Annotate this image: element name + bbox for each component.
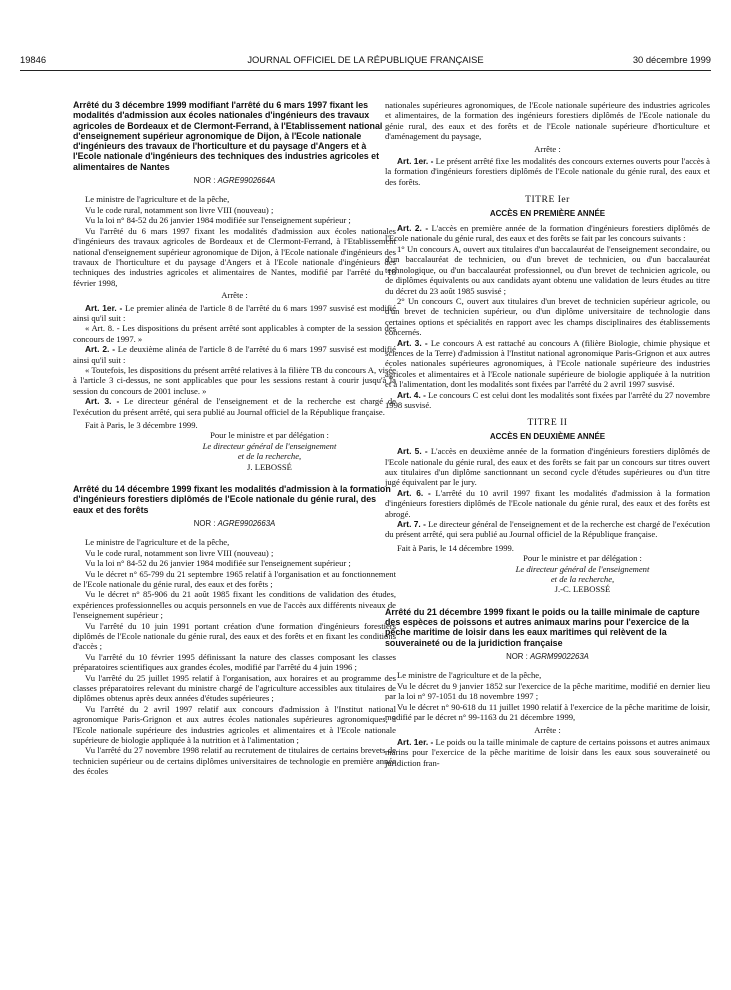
decree2-vu1: Vu le code rural, notamment son livre VIII (nouveau) ;: [85, 547, 274, 558]
decree1-sig2: Le directeur général de l'enseignement: [202, 440, 337, 451]
decree1-title: Arrêté du 3 décembre 1999 modifiant l'arrêté du 6 mars 1997 fixant les modalités d'admission aux écoles nationales d'ingénieurs des travaux agricoles de Bordeaux et de Clermont-Ferrand, à l'Etablissement national d'enseignement supérieur agronomique de Dijon, à l'Ecole nationale d'ingénieurs des travaux de l'horticulture et du paysage d'Angers et à l'Ecole nationale d'ingénieurs des techniques des industries agricoles et alimentaires de Nantes: [73, 100, 383, 172]
decree3-art1: Art. 1er. - Le poids ou la taille minimale de capture de certains poissons et autres animaux marins pour l'exercice de la pêche maritime de loisir dans les eaux sous souveraineté ou juridiction fran-: [385, 736, 710, 768]
decree3-arrete: Arrête :: [534, 724, 561, 735]
column-right: [385, 100, 710, 768]
decree1-arrete: Arrête :: [221, 290, 248, 301]
decree2-sig1: Pour le ministre et par délégation :: [523, 553, 642, 564]
decree1-vu3: Vu l'arrêté du 6 mars 1997 fixant les modalités d'admission aux écoles nationales d'ingénieurs des travaux agricoles de Bordeaux et de Clermont-Ferrand, à l'Etablissement national d'enseignement supérieur agronomique de Dijon, à l'Ecole nationale d'ingénieurs des travaux de l'horticulture et du paysage d'Angers et à l'Ecole nationale d'ingénieurs des techniques des industries agricoles et alimentaires de Nantes, modifié par l'arrêté du 18 février 1998,: [73, 225, 396, 288]
page-header: [20, 54, 711, 68]
decree2-art4: Art. 4. - Le concours C est celui dont les modalités sont fixées par l'arrêté du 27 novembre 1998 susvisé.: [385, 389, 710, 410]
decree1-art2-quote: « Toutefois, les dispositions du présent arrêté relatives à la filière TB du concours A, visée à l'article 3 ci-dessus, ne sont applicables que pour les sessions restant à courir jusqu'à la session du concours de 2001 incluse. »: [73, 364, 396, 396]
decree2-vu8: Vu l'arrêté du 2 avril 1997 relatif aux concours d'admission à l'Institut national agronomique Paris-Grignon et aux autres écoles nationales supérieures agronomiques, à l'Ecole nationale supérieure des industries agricoles et alimentaires et à l'Ecole nationale supérieure de biologie appliquée à la nutrition et à l'alimentation ;: [73, 703, 396, 746]
header-rule: [20, 70, 711, 71]
decree2-continuation: nationales supérieures agronomiques, de l'Ecole nationale supérieure des industries agricoles et alimentaires, de la formation des ingénieurs forestiers diplômés de l'Ecole nationale du génie rural, des eaux et des forêts et de l'Ecole nationale supérieure d'horticulture et d'aménagement du paysage,: [385, 100, 710, 142]
issue-date: 30 décembre 1999: [632, 54, 711, 65]
decree2-title: Arrêté du 14 décembre 1999 fixant les modalités d'admission à la formation d'ingénieurs forestiers diplômés de l'Ecole nationale du génie rural, des eaux et des forêts: [73, 484, 391, 515]
decree1-art1: Art. 1er. - Le premier alinéa de l'article 8 de l'arrêté du 6 mars 1997 susvisé est modifié ainsi qu'il suit :: [73, 302, 396, 323]
decree2-sig4: J.-C. LEBOSSÉ: [554, 584, 611, 595]
decree2-sig3: et de la recherche,: [550, 574, 615, 585]
decree2-vu9: Vu l'arrêté du 27 novembre 1998 relatif au recrutement de titulaires de certains brevets de technicien supérieur ou de certains diplômes universitaires de technologie en première année des écoles: [73, 745, 396, 777]
decree2-fait: Fait à Paris, le 14 décembre 1999.: [397, 542, 514, 553]
decree3-nor: NOR : AGRM9902263A: [506, 652, 589, 662]
decree2-sub2: ACCÈS EN DEUXIÈME ANNÉE: [489, 431, 606, 441]
decree3-vu1: Vu le décret du 9 janvier 1852 sur l'exercice de la pêche maritime, modifié en dernier lieu par la loi n° 97-1051 du 18 novembre 1997 ;: [385, 680, 710, 702]
decree2-titre1: TITRE Ier: [525, 194, 570, 206]
decree1-intro: Le ministre de l'agriculture et de la pêche,: [85, 194, 230, 205]
decree2-sig2: Le directeur général de l'enseignement: [515, 563, 650, 574]
decree2-arrete: Arrête :: [534, 143, 561, 154]
decree2-titre2: TITRE II: [527, 417, 568, 429]
decree2-item2: 2° Un concours C, ouvert aux titulaires d'un brevet de technicien supérieur agricole, ou d'un brevet de technicien supérieur, ou d'un diplôme universitaire de technologie dans certaines options et spécialités en rapport avec les champs disciplinaires des établissements concernés.: [385, 295, 710, 338]
decree1-sig1: Pour le ministre et par délégation :: [210, 430, 329, 441]
decree1-vu1: Vu le code rural, notamment son livre VIII (nouveau) ;: [85, 204, 274, 215]
decree2-item1: 1° Un concours A, ouvert aux titulaires d'un baccalauréat de l'enseignement secondaire, ou d'un baccalauréat de technicien, ou d'un brevet de technicien, ou d'un baccalauréat technologique, ou d'un baccalauréat professionnel, ou d'un brevet de technicien agricole, ou de diplômes équivalents ou aux candidats ayant obtenu une validation de leurs études au titre du décret du 23 août 1985 susvisé ;: [385, 243, 710, 296]
decree2-vu6: Vu l'arrêté du 10 février 1995 définissant la nature des classes composant les classes préparatoires scientifiques aux grandes écoles, modifié par l'arrêté du 4 juin 1996 ;: [73, 651, 396, 673]
decree2-art6: Art. 6. - L'arrêté du 10 avril 1997 fixant les modalités d'admission à la formation d'ingénieurs forestiers diplômés de l'Ecole nationale du génie rural, des eaux et des forêts est abrogé.: [385, 487, 710, 519]
decree2-art2: Art. 2. - L'accès en première année de la formation d'ingénieurs forestiers diplômés de l'Ecole nationale du génie rural, des eaux et des forêts se fait par les concours suivants :: [385, 223, 710, 244]
decree2-art7: Art. 7. - Le directeur général de l'enseignement et de la recherche est chargé de l'exécution du présent arrêté, qui sera publié au Journal officiel de la République française.: [385, 519, 711, 540]
decree3-title: Arrêté du 21 décembre 1999 fixant le poids ou la taille minimale de capture des espèces de poissons et autres animaux marins pour l'exercice de la pêche maritime de loisir dans les eaux maritimes qui relèvent de la souveraineté ou de la juridiction française: [385, 606, 700, 648]
decree2-vu4: Vu le décret n° 85-906 du 21 août 1985 fixant les conditions de validation des études, expériences professionnelles ou acquis personnels en vue de l'accès aux différents niveaux de l'enseignement supérieur ;: [73, 589, 396, 621]
decree2-vu2: Vu la loi n° 84-52 du 26 janvier 1984 modifiée sur l'enseignement supérieur ;: [85, 558, 351, 569]
decree2-vu3: Vu le décret n° 65-799 du 21 septembre 1965 relatif à l'organisation et au fonctionnement de l'Ecole nationale du génie rural, des eaux et des forêts ;: [73, 568, 396, 589]
decree2-nor: NOR : AGRE9902663A: [193, 518, 276, 528]
decree1-art3: Art. 3. - Le directeur général de l'enseignement et de la recherche est chargé de l'exécution du présent arrêté, qui sera publié au Journal officiel de la République française.: [73, 396, 396, 417]
decree1-vu2: Vu la loi n° 84-52 du 26 janvier 1984 modifiée sur l'enseignement supérieur ;: [85, 215, 351, 226]
decree3-vu2: Vu le décret n° 90-618 du 11 juillet 1990 relatif à l'exercice de la pêche maritime de loisir, modifié par le décret n° 99-1163 du 21 décembre 1999,: [385, 701, 710, 723]
column-left: [73, 100, 396, 777]
decree2-art3: Art. 3. - Le concours A est rattaché au concours A (filière Biologie, chimie physique et sciences de la Terre) d'admission à l'Institut national agronomique Paris-Grignon et aux autres écoles nationales supérieures agronomiques, à l'Ecole nationale supérieure des industries agricoles et alimentaires et à l'Ecole nationale supérieure de biologie appliquée à la nutrition et à l'alimentation, dont les modalités sont fixées par l'arrêté du 2 avril 1997 susvisé.: [385, 337, 710, 390]
decree2-intro: Le ministre de l'agriculture et de la pêche,: [85, 537, 230, 548]
journal-title: JOURNAL OFFICIEL DE LA RÉPUBLIQUE FRANÇAISE: [247, 54, 484, 65]
decree2-sub1: ACCÈS EN PREMIÈRE ANNÉE: [489, 208, 606, 218]
page-number: 19846: [20, 54, 47, 65]
decree1-sig4: J. LEBOSSÉ: [247, 461, 292, 472]
decree2-vu7: Vu l'arrêté du 25 juillet 1995 relatif à l'organisation, aux horaires et au programme des classes préparatoires relevant du ministre chargé de l'agriculture accessibles aux titulaires de diplômes obtenus après deux années d'études supérieures ;: [73, 672, 396, 704]
decree1-nor: NOR : AGRE9902664A: [193, 176, 276, 186]
decree3-intro: Le ministre de l'agriculture et de la pêche,: [397, 670, 542, 681]
decree1-art2: Art. 2. - Le deuxième alinéa de l'article 8 de l'arrêté du 6 mars 1997 susvisé est modifié ainsi qu'il suit :: [73, 344, 396, 365]
decree1-fait: Fait à Paris, le 3 décembre 1999.: [85, 420, 198, 431]
decree2-art5: Art. 5. - L'accès en deuxième année de la formation d'ingénieurs forestiers diplômés de l'Ecole nationale du génie rural, des eaux et des forêts se fait par un concours sur titres ouvert aux titulaires d'un diplôme sanctionnant un second cycle d'études supérieures ou d'un titre jugé équivalent par le jury.: [385, 446, 710, 488]
decree1-art1-quote: « Art. 8. - Les dispositions du présent arrêté sont applicables à compter de la session des concours de 1997. »: [73, 323, 396, 344]
decree2-art1: Art. 1er. - Le présent arrêté fixe les modalités des concours externes ouverts pour l'accès à la formation d'ingénieurs forestiers diplômés de l'Ecole nationale du génie rural, des eaux et des forêts.: [385, 156, 710, 187]
decree2-vu5: Vu l'arrêté du 10 juin 1991 portant création d'une formation d'ingénieurs forestiers diplômés de l'Ecole nationale du génie rural, des eaux et des forêts et en fixant les conditions d'accès ;: [73, 620, 396, 652]
decree1-sig3: et de la recherche,: [237, 451, 302, 462]
